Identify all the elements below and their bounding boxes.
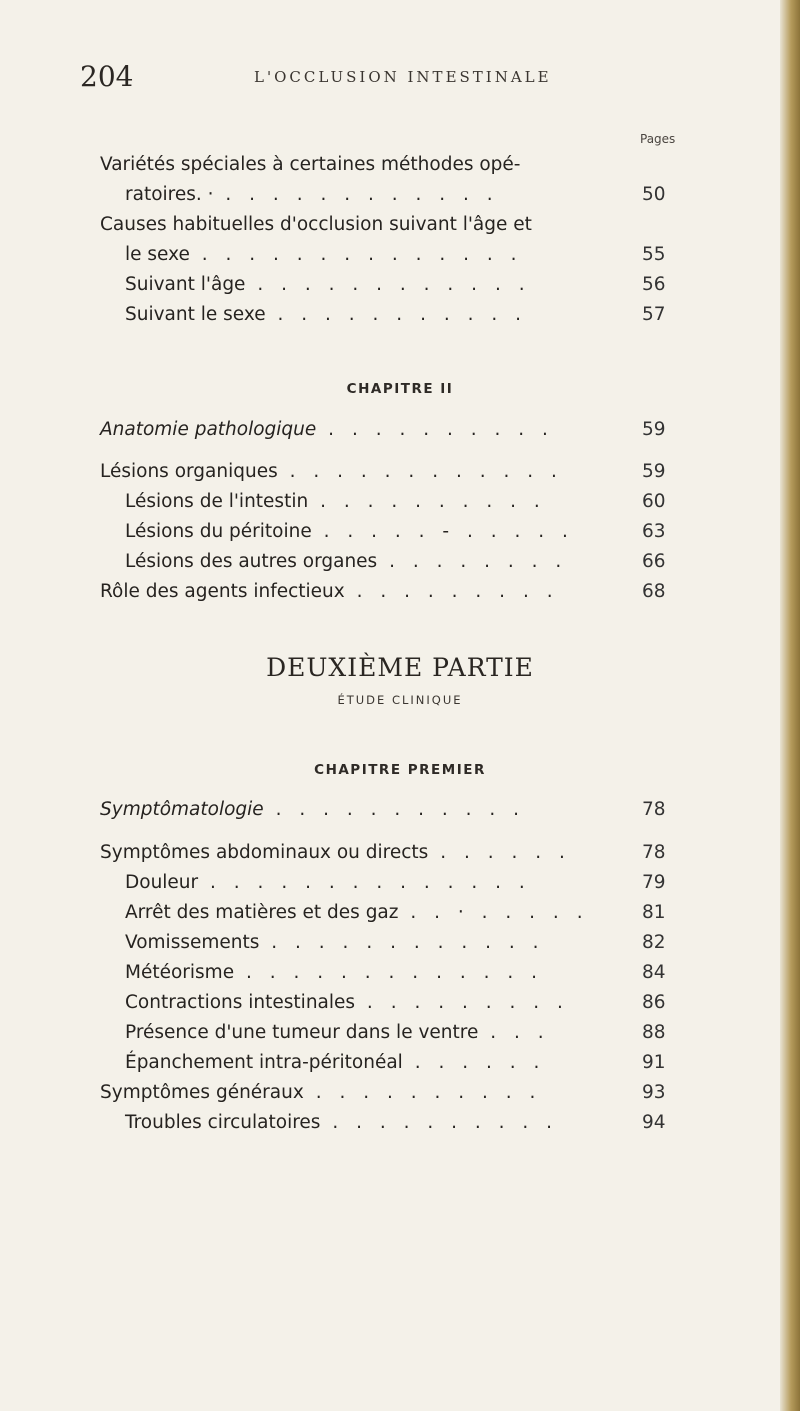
toc-entry: Douleur . . . . . . . . . . . . . . 79 (125, 868, 625, 898)
toc-entry-page: 60 (642, 491, 666, 512)
toc-entry-text: Douleur (125, 872, 199, 893)
toc-entry-text: Présence d'une tumeur dans le ventre (125, 1022, 479, 1043)
toc-entry-page: 79 (642, 872, 666, 893)
part-subtitle: ÉTUDE CLINIQUE (337, 693, 463, 707)
toc-entry-text: Variétés spéciales à certaines méthodes opé- (100, 154, 521, 175)
toc-entry-page: 82 (642, 932, 666, 953)
toc-entry: Rôle des agents infectieux . . . . . . . . . 68 (100, 577, 625, 607)
toc-entry: Météorisme . . . . . . . . . . . . . 84 (125, 958, 625, 988)
toc-entry: Vomissements . . . . . . . . . . . . 82 (125, 928, 625, 958)
toc-entry-text: Vomissements (125, 932, 260, 953)
toc-entry-text: Lésions organiques (100, 461, 278, 482)
toc-entry-text: Lésions du péritoine (125, 521, 312, 542)
toc-entry-text: ratoires. · (125, 184, 214, 205)
toc-entry-text: Symptômes abdominaux ou directs (100, 842, 429, 863)
toc-entry: Anatomie pathologique . . . . . . . . . . 59 (100, 415, 625, 445)
toc-entry-text: Troubles circulatoires (125, 1112, 321, 1133)
toc-entry-text: Anatomie pathologique (100, 419, 317, 440)
toc-entry-text: Arrêt des matières et des gaz (125, 902, 399, 923)
chapter-heading: CHAPITRE PREMIER (314, 762, 486, 778)
toc-entry-page: 50 (642, 184, 666, 205)
toc-entry: Arrêt des matières et des gaz . . · . . . . . 81 (125, 898, 625, 928)
toc-entry: Lésions des autres organes . . . . . . . . 66 (125, 547, 625, 577)
toc-entry-text: Météorisme (125, 962, 235, 983)
toc-entry-text: Symptômatologie (100, 799, 264, 820)
toc-entry (100, 150, 625, 180)
toc-entry-page: 55 (642, 244, 666, 265)
toc-entry: Présence d'une tumeur dans le ventre . . . 88 (125, 1018, 625, 1048)
toc-entry-page: 91 (642, 1052, 666, 1073)
toc-entry-text: Épanchement intra-péritonéal (125, 1052, 403, 1073)
running-title: L'OCCLUSION INTESTINALE (254, 68, 552, 86)
page-number: 204 (80, 60, 134, 93)
part-title: DEUXIÈME PARTIE (266, 653, 534, 682)
toc-entry: Lésions du péritoine . . . . . - . . . . . 63 (125, 517, 625, 547)
toc-entry-page: 68 (642, 581, 666, 602)
toc-entry-page: 93 (642, 1082, 666, 1103)
toc-entry: Contractions intestinales . . . . . . . . . 86 (125, 988, 625, 1018)
toc-entry (100, 210, 625, 240)
toc-entry-text: Causes habituelles d'occlusion suivant l'âge et (100, 214, 532, 235)
toc-entry-page: 78 (642, 799, 666, 820)
toc-entry-text: Symptômes généraux (100, 1082, 304, 1103)
toc-entry: Lésions organiques . . . . . . . . . . . . 59 (100, 457, 625, 487)
toc-entry: ratoires. · . . . . . . . . . . . . 50 (125, 180, 625, 210)
toc-entry: Lésions de l'intestin . . . . . . . . . . 60 (125, 487, 625, 517)
toc-entry-text: le sexe (125, 244, 190, 265)
toc-entry: Symptômes abdominaux ou directs . . . . . . 78 (100, 838, 625, 868)
chapter-heading: CHAPITRE II (346, 381, 454, 397)
page-header (80, 60, 700, 100)
toc-entry-page: 86 (642, 992, 666, 1013)
toc-entry-page: 66 (642, 551, 666, 572)
toc-entry-page: 57 (642, 304, 666, 325)
toc-entry-page: 94 (642, 1112, 666, 1133)
toc-entry-text: Lésions des autres organes (125, 551, 378, 572)
toc-entry-text: Suivant le sexe (125, 304, 266, 325)
toc-entry-page: 59 (642, 461, 666, 482)
toc-entry-page: 78 (642, 842, 666, 863)
toc-entry-text: Lésions de l'intestin (125, 491, 309, 512)
toc-entry: Suivant le sexe . . . . . . . . . . . 57 (125, 300, 625, 330)
toc-entry: Épanchement intra-péritonéal . . . . . . 91 (125, 1048, 625, 1078)
toc-entry-page: 56 (642, 274, 666, 295)
toc-entry: Symptômatologie . . . . . . . . . . . 78 (100, 795, 625, 825)
toc-entry: le sexe . . . . . . . . . . . . . . 55 (125, 240, 625, 270)
toc-entry-text: Suivant l'âge (125, 274, 246, 295)
toc-entry-text: Rôle des agents infectieux (100, 581, 345, 602)
toc-entry: Suivant l'âge . . . . . . . . . . . . 56 (125, 270, 625, 300)
toc-entry-page: 88 (642, 1022, 666, 1043)
toc-entry: Symptômes généraux . . . . . . . . . . 93 (100, 1078, 625, 1108)
toc-entry: Troubles circulatoires . . . . . . . . . . 94 (125, 1108, 625, 1138)
toc-entry-page: 59 (642, 419, 666, 440)
toc-entry-text: Contractions intestinales (125, 992, 356, 1013)
toc-entry-page: 63 (642, 521, 666, 542)
toc-entry-page: 81 (642, 902, 666, 923)
toc-entry-page: 84 (642, 962, 666, 983)
pages-column-label: Pages (640, 132, 676, 146)
